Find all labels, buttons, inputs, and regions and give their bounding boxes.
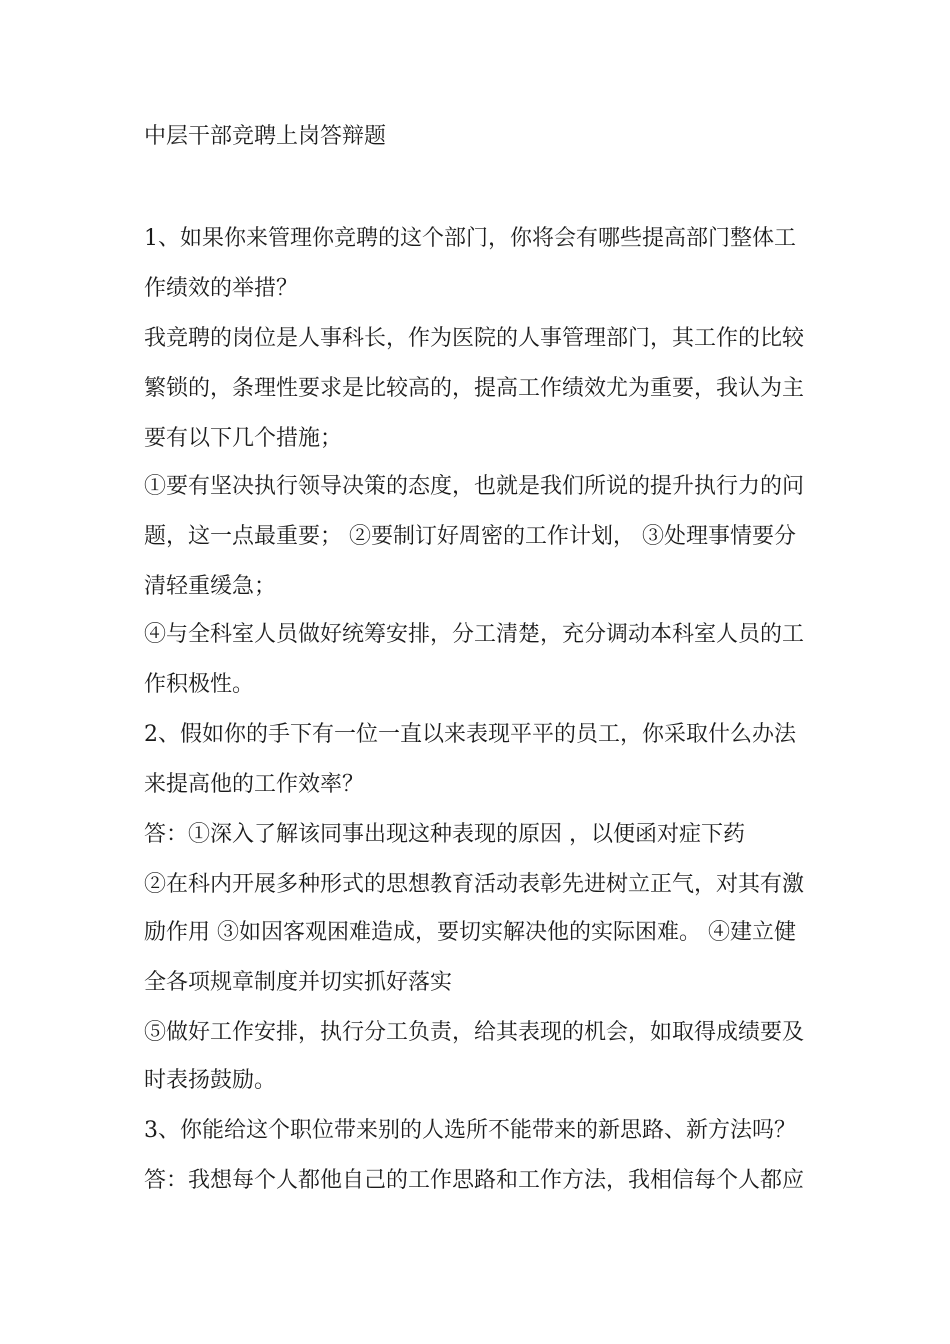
text-line: 1、如果你来管理你竞聘的这个部门，你将会有哪些提高部门整体工 [144, 226, 796, 251]
text-line: 3、你能给这个职位带来别的人选所不能带来的新思路、新方法吗？ [144, 1118, 796, 1143]
document-title: 中层干部竞聘上岗答辩题 [144, 124, 387, 149]
text-line: 作绩效的举措？ [144, 276, 299, 301]
text-line: 答：我想每个人都他自己的工作思路和工作方法，我相信每个人都应 [144, 1168, 805, 1193]
text-line: 作积极性。 [144, 672, 255, 697]
text-line: 励作用 ③如因客观困难造成，要切实解决他的实际困难。 ④建立健 [144, 920, 796, 945]
text-line: 繁锁的，条理性要求是比较高的，提高工作绩效尤为重要，我认为主 [144, 376, 805, 401]
text-line: ⑤做好工作安排，执行分工负责，给其表现的机会，如取得成绩要及 [144, 1020, 805, 1045]
text-line: 2、假如你的手下有一位一直以来表现平平的员工，你采取什么办法 [144, 722, 796, 747]
text-line: 时表扬鼓励。 [144, 1068, 277, 1093]
text-line: 我竞聘的岗位是人事科长，作为医院的人事管理部门，其工作的比较 [144, 326, 805, 351]
text-line: 要有以下几个措施； [144, 426, 343, 451]
text-line: 答：①深入了解该同事出现这种表现的原因 ，以便函对症下药 [144, 822, 745, 847]
text-line: ①要有坚决执行领导决策的态度，也就是我们所说的提升执行力的问 [144, 474, 805, 499]
text-line: 清轻重缓急； [144, 574, 277, 599]
text-line: ④与全科室人员做好统筹安排，分工清楚，充分调动本科室人员的工 [144, 622, 805, 647]
text-line: 来提高他的工作效率？ [144, 772, 365, 797]
text-line: ②在科内开展多种形式的思想教育活动表彰先进树立正气，对其有激 [144, 872, 805, 897]
text-line: 题，这一点最重要； ②要制订好周密的工作计划， ③处理事情要分 [144, 524, 796, 549]
text-line: 全各项规章制度并切实抓好落实 [144, 970, 453, 995]
